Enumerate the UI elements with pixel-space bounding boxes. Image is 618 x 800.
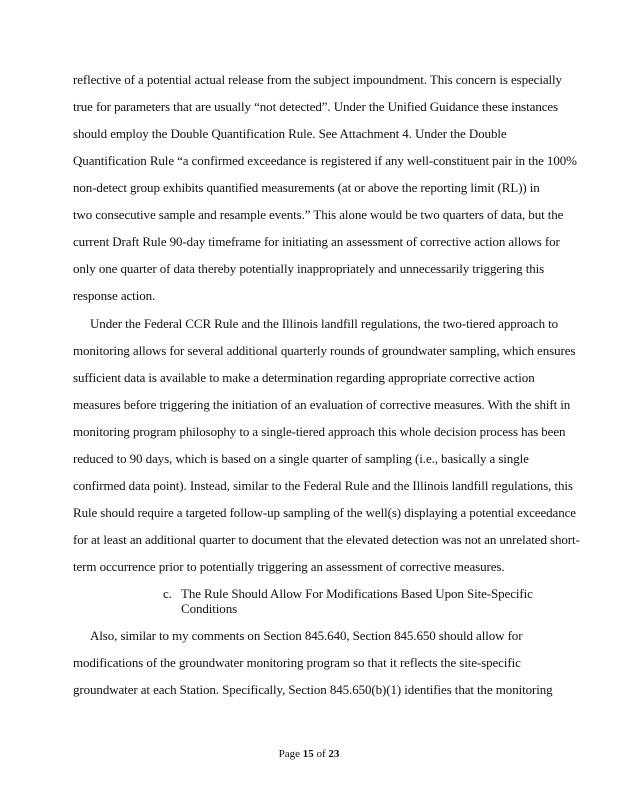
section-heading: The Rule Should Allow For Modifications Based Upon Site-Specific	[181, 586, 533, 601]
section-heading-marker: c.	[163, 586, 172, 601]
body-line: measures before triggering the initiation of an evaluation of corrective measures. With the shift in	[73, 397, 571, 412]
body-line: true for parameters that are usually “not detected”. Under the Unified Guidance these instances	[73, 99, 559, 114]
total-pages: 23	[328, 748, 340, 760]
body-line: response action.	[73, 288, 156, 303]
body-line: Under the Federal CCR Rule and the Illinois landfill regulations, the two-tiered approach to	[90, 316, 559, 331]
body-line: current Draft Rule 90-day timeframe for initiating an assessment of corrective action allows for	[73, 234, 560, 249]
body-line: Also, similar to my comments on Section 845.640, Section 845.650 should allow for	[90, 628, 523, 643]
body-line: modifications of the groundwater monitoring program so that it reflects the site-specific	[73, 655, 521, 670]
page-footer	[0, 748, 618, 760]
body-line: two consecutive sample and resample events.” This alone would be two quarters of data, but the	[73, 207, 564, 222]
body-line: groundwater at each Station. Specifically, Section 845.650(b)(1) identifies that the monitoring	[73, 682, 553, 697]
body-line: Rule should require a targeted follow-up sampling of the well(s) displaying a potential exceedance	[73, 505, 576, 520]
body-line: confirmed data point). Instead, similar to the Federal Rule and the Illinois landfill regulations, this	[73, 478, 573, 493]
of-label: of	[316, 748, 326, 760]
body-line: reflective of a potential actual release from the subject impoundment. This concern is especially	[73, 72, 562, 87]
page-label: Page	[278, 748, 300, 760]
body-line: should employ the Double Quantification Rule. See Attachment 4. Under the Double	[73, 126, 507, 141]
body-line: for at least an additional quarter to document that the elevated detection was not an unrelated short-	[73, 532, 580, 547]
page-number: 15	[302, 748, 314, 760]
body-line: Quantification Rule “a confirmed exceedance is registered if any well-constituent pair in the 100%	[73, 153, 577, 168]
body-line: monitoring allows for several additional quarterly rounds of groundwater sampling, which ensures	[73, 343, 576, 358]
body-line: non-detect group exhibits quantified measurements (at or above the reporting limit (RL)) in	[73, 180, 540, 195]
body-line: only one quarter of data thereby potentially inappropriately and unnecessarily triggering this	[73, 261, 545, 276]
section-heading-cont: Conditions	[181, 601, 238, 616]
body-line: monitoring program philosophy to a single-tiered approach this whole decision process has been	[73, 424, 566, 439]
body-line: sufficient data is available to make a determination regarding appropriate corrective action	[73, 370, 535, 385]
body-line: reduced to 90 days, which is based on a single quarter of sampling (i.e., basically a single	[73, 451, 529, 466]
body-line: term occurrence prior to potentially triggering an assessment of corrective measures.	[73, 559, 505, 574]
